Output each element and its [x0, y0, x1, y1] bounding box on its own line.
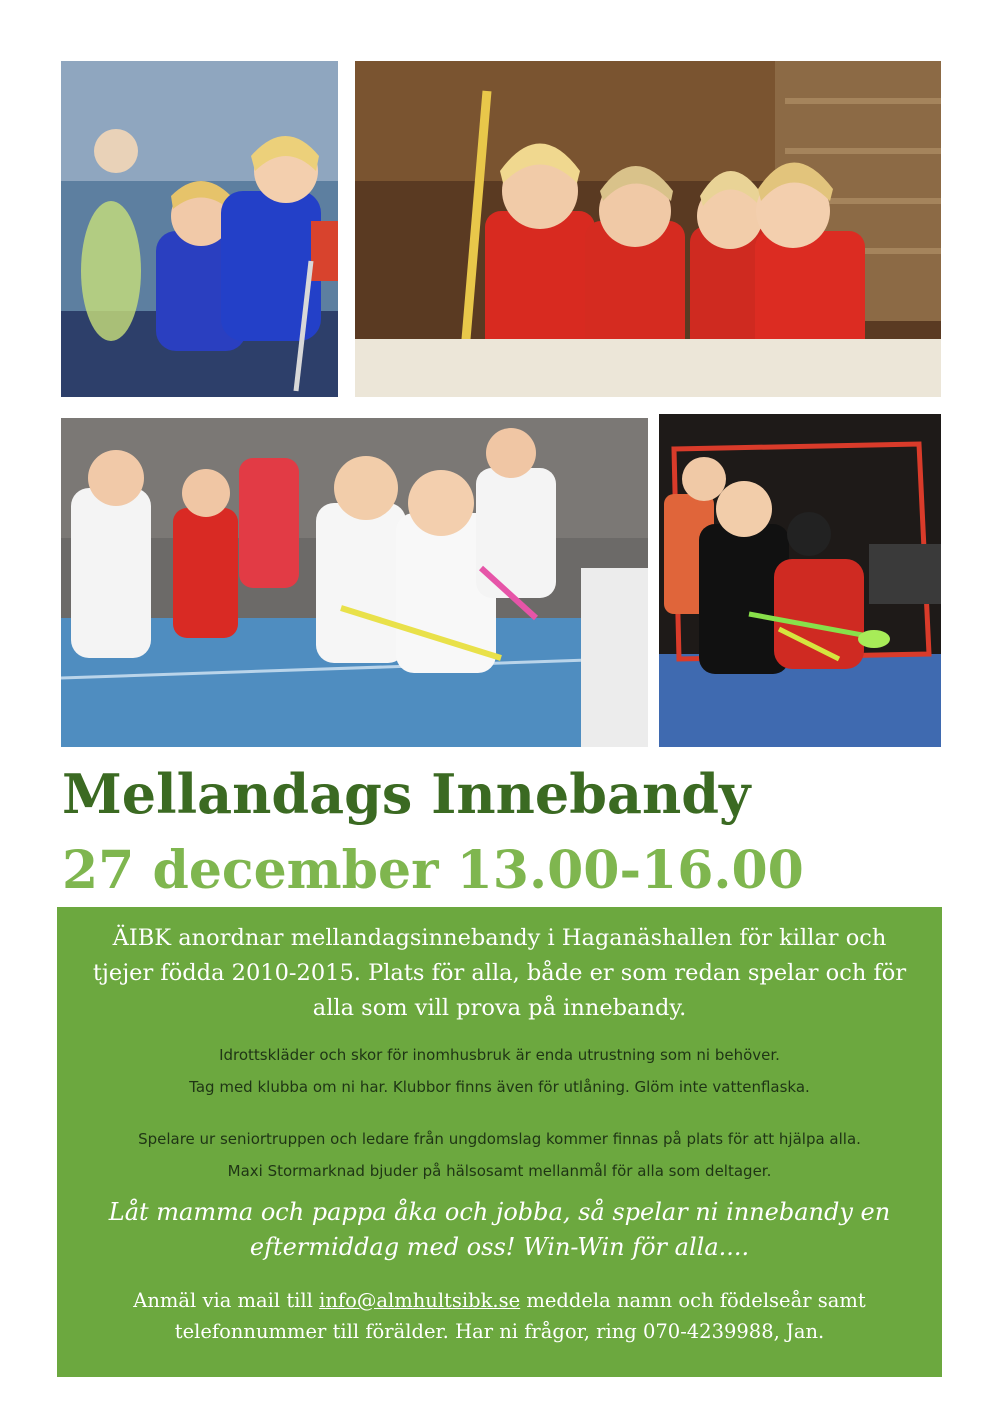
detail-line: Tag med klubba om ni har. Klubbor finns även för utlåning. Glöm inte vattenflaska. — [189, 1078, 810, 1096]
info-box — [57, 907, 942, 1377]
signup-prefix: Anmäl via mail till — [133, 1289, 320, 1312]
detail-line: Idrottskläder och skor för inomhusbruk är enda utrustning som ni behöver. — [219, 1046, 780, 1064]
poster-date-time: 27 december 13.00-16.00 — [62, 840, 804, 901]
intro-text: ÄIBK anordnar mellandagsinnebandy i Haganäshallen för killar och tjejer födda 2010-2015. Plats för alla, både er som redan spelar och för alla som vill prova på innebandy. — [92, 925, 907, 1021]
equipment-info — [57, 1039, 942, 1103]
helpers-info — [57, 1123, 942, 1187]
photo-girls-blue-bibs — [61, 61, 338, 397]
signup-email-link[interactable]: info@almhultsibk.se — [319, 1289, 521, 1312]
photo-girls-white-shirts — [61, 418, 648, 747]
signup-text — [77, 1285, 922, 1347]
poster-title: Mellandags Innebandy — [62, 762, 751, 826]
slogan-text: Låt mamma och pappa åka och jobba, så spelar ni innebandy en eftermiddag med oss! Win-Win för alla.... — [108, 1198, 891, 1261]
photo-boys-red-bibs — [355, 61, 941, 397]
signup-suffix: meddela namn och födelseår samt telefonnummer till förälder. Har ni frågor, ring 070-4239988, Jan. — [174, 1289, 866, 1343]
detail-line: Maxi Stormarknad bjuder på hälsosamt mellanmål för alla som deltager. — [227, 1162, 772, 1180]
photo-boys-at-goal — [659, 414, 941, 747]
detail-line: Spelare ur seniortruppen och ledare från ungdomslag kommer finnas på plats för att hjälpa alla. — [138, 1130, 861, 1148]
